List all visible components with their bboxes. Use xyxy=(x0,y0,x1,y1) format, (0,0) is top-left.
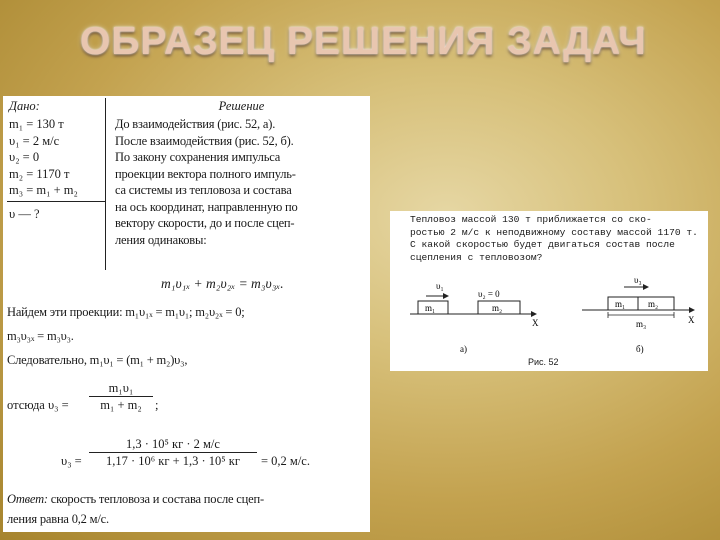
velocity-2-label: υ₂ = 0 xyxy=(478,289,500,299)
hence-suffix: ; xyxy=(155,398,159,412)
part-b-label: б) xyxy=(636,344,644,354)
problem-statement xyxy=(410,214,704,264)
problem-line: С какой скоростью будет двигаться состав после xyxy=(410,239,675,250)
part-a-label: а) xyxy=(460,344,467,354)
velocity-3-label: υ₃ xyxy=(634,275,642,285)
calc-denominator: 1,17 · 10⁶ кг + 1,3 · 10⁵ кг xyxy=(106,454,240,468)
calc-numerator: 1,3 · 10⁵ кг · 2 м/с xyxy=(89,436,257,453)
projections-line-1: Найдем эти проекции: m₁υ₁ₓ = m₁υ₁; m₂υ₂ₓ = 0; xyxy=(7,305,245,319)
mass-2-label: m₂ xyxy=(492,303,503,313)
mass-2-label-b: m₂ xyxy=(648,299,659,309)
problem-line: Тепловоз массой 130 т приближается со ско- xyxy=(410,214,652,225)
given-section xyxy=(7,98,106,270)
given-mass-1: m₁ = 130 т xyxy=(9,117,64,131)
velocity-1-label: υ₁ xyxy=(436,281,444,291)
consequently-line: Следовательно, m₁υ₁ = (m₁ + m₂)υ₃, xyxy=(7,353,188,367)
answer-line-1 xyxy=(7,491,367,507)
given-mass-2: m₂ = 1170 т xyxy=(9,166,70,181)
given-header: Дано: xyxy=(9,99,40,113)
mass-1-label: m₁ xyxy=(425,303,436,313)
solution-line: са системы из тепловоза и состава xyxy=(115,183,292,197)
hence-fraction xyxy=(89,380,153,413)
solution-text xyxy=(115,98,368,248)
collision-figure xyxy=(398,275,698,357)
calc-result: = 0,2 м/с. xyxy=(261,454,310,468)
solution-line: По закону сохранения импульса xyxy=(115,150,281,164)
calc-prefix: υ₃ = xyxy=(61,454,82,468)
solution-line: вектору скорости, до и после сцеп- xyxy=(115,216,295,230)
conservation-formula: m₁υ₁ₓ + m₂υ₂ₓ = m₃υ₃ₓ. xyxy=(161,276,284,291)
projections-line-2: m₃υ₃ₓ = m₃υ₃. xyxy=(7,329,74,343)
given-velocity-2: υ₂ = 0 xyxy=(9,150,40,164)
slide-title: ОБРАЗЕЦ РЕШЕНИЯ ЗАДАЧ xyxy=(80,20,647,63)
solution-header: Решение xyxy=(218,99,265,113)
hence-prefix: отсюда υ₃ = xyxy=(7,398,69,412)
problem-panel xyxy=(390,211,708,371)
solution-line: на ось координат, направленную по xyxy=(115,199,298,214)
figure-caption: Рис. 52 xyxy=(528,357,559,367)
answer-label: Ответ: xyxy=(7,492,48,506)
hence-denominator: m₁ + m₂ xyxy=(100,398,142,412)
solution-line: проекции вектора полного импуль- xyxy=(115,166,296,181)
given-divider xyxy=(7,201,105,202)
given-velocity-1: υ₁ = 2 м/с xyxy=(9,133,60,148)
axis-b-label: X xyxy=(688,315,695,325)
solution-line: До взаимодействия (рис. 52, а). xyxy=(115,117,276,131)
mass-3-label: m₃ xyxy=(636,319,647,329)
problem-line: сцепления с тепловозом? xyxy=(410,251,543,263)
given-mass-3: m₃ = m₁ + m₂ xyxy=(9,183,78,197)
mass-1-label-b: m₁ xyxy=(615,299,626,309)
answer-line-2: ления равна 0,2 м/с. xyxy=(7,512,109,526)
answer-text: скорость тепловоза и состава после сцеп- xyxy=(50,492,264,506)
calc-fraction xyxy=(89,436,257,469)
solution-line: После взаимодействия (рис. 52, б). xyxy=(115,133,294,148)
hence-numerator: m₁υ₁ xyxy=(89,380,153,397)
solution-line: ления одинаковы: xyxy=(115,232,207,247)
problem-line: ростью 2 м/с к неподвижному составу массой 1170 т. xyxy=(410,226,698,238)
given-unknown: υ — ? xyxy=(9,206,40,221)
axis-a-label: X xyxy=(532,318,539,328)
solution-panel xyxy=(3,96,370,532)
